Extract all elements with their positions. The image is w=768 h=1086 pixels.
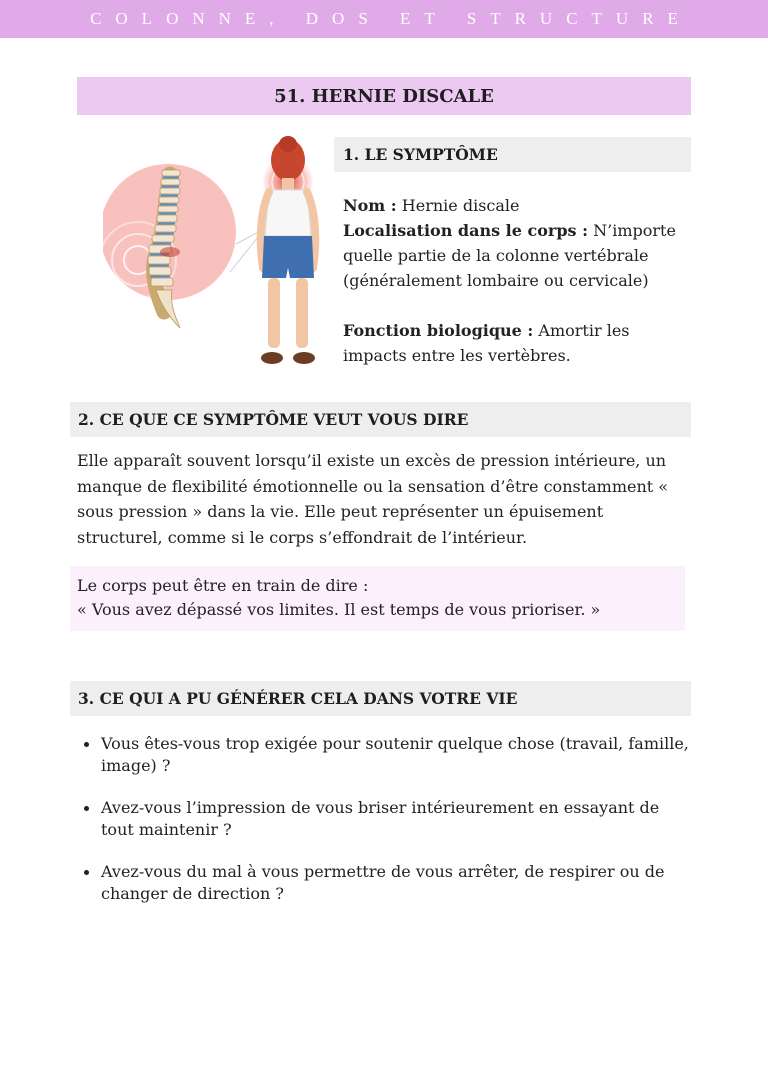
list-item: Avez-vous du mal à vous permettre de vous arrêter, de respirer ou de changer de direction ? — [77, 861, 693, 905]
fonction-value: Amortir les impacts entre les vertèbres. — [343, 321, 630, 365]
localisation-value: N’importe quelle partie de la colonne vertébrale (généralement lombaire ou cervicale) — [343, 221, 676, 290]
section-causes-heading-text: 3. CE QUI A PU GÉNÉRER CELA DANS VOTRE VIE — [78, 689, 518, 708]
section-symptom-heading-text: 1. LE SYMPTÔME — [343, 145, 498, 164]
section-symptom-heading — [334, 137, 691, 172]
meaning-paragraph: Elle apparaît souvent lorsqu’il existe un excès de pression intérieure, un manque de flexibilité émotionnelle ou la sensation d’être constamment « sous pression » dans la vie. Elle peut représenter un épuisement structurel, comme si le corps s’effondrait de l’intérieur. — [77, 451, 669, 547]
category-title: COLONNE, DOS ET STRUCTURE — [90, 9, 692, 28]
nom-line — [343, 193, 693, 293]
section-causes-heading — [70, 681, 691, 716]
category-band — [0, 0, 768, 38]
page-title-bar — [77, 77, 691, 115]
body-message-quote: « Vous avez dépassé vos limites. Il est temps de vous prioriser. » — [77, 600, 601, 619]
localisation-label: Localisation dans le corps : — [343, 221, 589, 240]
fonction-line — [343, 318, 693, 368]
section-meaning-heading-text: 2. CE QUE CE SYMPTÔME VEUT VOUS DIRE — [78, 410, 469, 429]
page-title: 51. HERNIE DISCALE — [274, 85, 494, 107]
nom-label: Nom : — [343, 196, 397, 215]
symptom-details — [343, 193, 693, 368]
section-meaning-heading — [70, 402, 691, 437]
woman-figure-icon — [261, 136, 315, 364]
fonction-label: Fonction biologique : — [343, 321, 534, 340]
nom-value: Hernie discale — [401, 196, 520, 215]
body-message-box — [70, 566, 685, 631]
list-item: Vous êtes-vous trop exigée pour soutenir quelque chose (travail, famille, image) ? — [77, 733, 693, 777]
list-item: Avez-vous l’impression de vous briser intérieurement en essayant de tout maintenir ? — [77, 797, 693, 841]
body-message-intro: Le corps peut être en train de dire : — [77, 576, 369, 595]
causes-list — [77, 733, 693, 925]
spine-and-figure-illustration — [100, 132, 336, 377]
spine-zoom-circle — [100, 162, 262, 332]
